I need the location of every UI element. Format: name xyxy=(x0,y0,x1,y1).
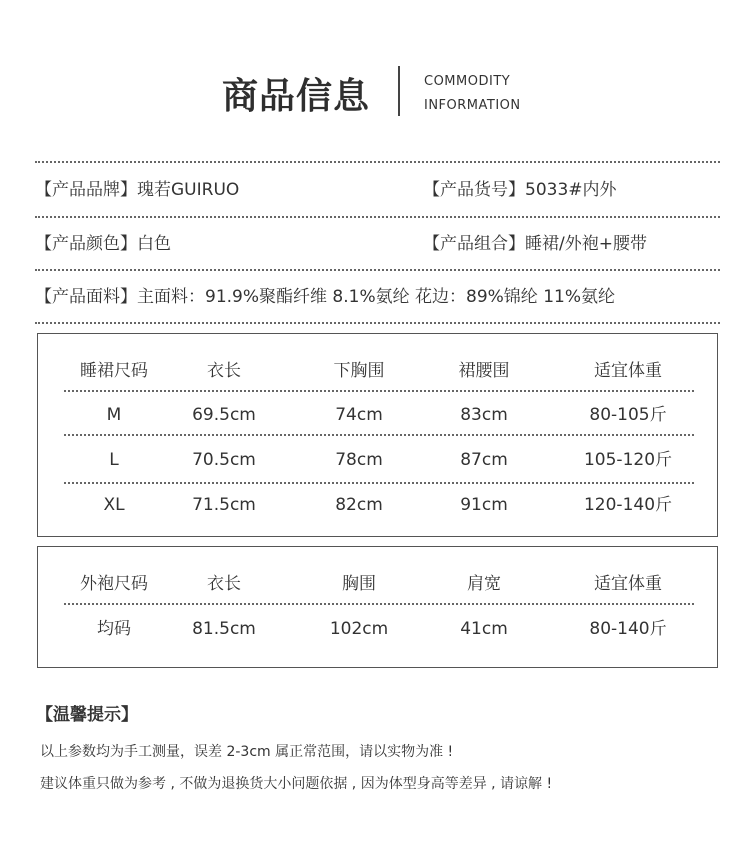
header-cell: 下胸围 xyxy=(333,361,385,381)
table-cell: 81.5cm xyxy=(192,619,256,639)
table-header-row xyxy=(64,349,694,393)
tips-line-2: 建议体重只做为参考 , 不做为退换货大小问题依据 , 因为体型身高等差异 , 请谅解 ! xyxy=(40,776,553,792)
color-value: 白色 xyxy=(137,234,171,254)
item-number-field xyxy=(423,164,617,216)
header-cell: 衣长 xyxy=(207,574,241,594)
table-cell: XL xyxy=(103,495,125,515)
table-cell: 均码 xyxy=(97,619,131,639)
brand-label: 【产品品牌】 xyxy=(35,180,137,200)
page-title: 商品信息 xyxy=(222,76,371,117)
info-row-color xyxy=(35,218,720,270)
divider xyxy=(35,322,720,324)
color-label: 【产品颜色】 xyxy=(35,234,137,254)
table-cell: 78cm xyxy=(335,450,383,470)
page-subtitle xyxy=(424,70,521,118)
header-cell: 适宜体重 xyxy=(594,361,662,381)
header-cell: 衣长 xyxy=(207,361,241,381)
table-row xyxy=(64,393,694,437)
tips-line-1: 以上参数均为手工测量，误差 2-3cm 属正常范围，请以实物为准 ! xyxy=(40,744,454,760)
table-row xyxy=(64,438,694,482)
header-cell: 胸围 xyxy=(342,574,376,594)
combination-field xyxy=(423,218,647,270)
page-header xyxy=(0,60,750,120)
table-cell: 91cm xyxy=(460,495,508,515)
table-header-row xyxy=(64,562,694,606)
header-cell: 睡裙尺码 xyxy=(80,361,148,381)
color-field xyxy=(35,218,171,270)
combination-value: 睡裙/外袍+腰带 xyxy=(525,234,647,254)
header-cell: 肩宽 xyxy=(467,574,501,594)
table-cell: 82cm xyxy=(335,495,383,515)
table-cell: 41cm xyxy=(460,619,508,639)
table-cell: 102cm xyxy=(329,619,389,639)
table-cell: 105-120斤 xyxy=(583,450,673,470)
table-cell: 80-105斤 xyxy=(589,405,667,425)
table-row xyxy=(64,607,694,651)
info-row-fabric xyxy=(35,271,720,323)
table-cell: 120-140斤 xyxy=(583,495,673,515)
subtitle-line-1: COMMODITY xyxy=(424,74,511,89)
item-number-value: 5033#内外 xyxy=(525,180,617,200)
info-row-brand xyxy=(35,164,720,216)
brand-field xyxy=(35,164,239,216)
header-cell: 裙腰围 xyxy=(458,361,510,381)
table-cell: 83cm xyxy=(460,405,508,425)
row-divider xyxy=(64,434,694,436)
fabric-field xyxy=(35,271,615,323)
table-cell: L xyxy=(109,450,119,470)
table-cell: 80-140斤 xyxy=(589,619,667,639)
robe-size-table xyxy=(37,546,718,668)
table-cell: 71.5cm xyxy=(192,495,256,515)
subtitle-line-2: INFORMATION xyxy=(424,98,521,113)
row-divider xyxy=(64,390,694,392)
title-divider xyxy=(398,66,400,116)
table-cell: 69.5cm xyxy=(192,405,256,425)
nightgown-size-table xyxy=(37,333,718,537)
table-row xyxy=(64,483,694,527)
table-cell: 70.5cm xyxy=(192,450,256,470)
table-cell: M xyxy=(106,405,122,425)
fabric-label: 【产品面料】 xyxy=(35,287,137,307)
header-cell: 适宜体重 xyxy=(594,574,662,594)
table-cell: 74cm xyxy=(335,405,383,425)
table-cell: 87cm xyxy=(460,450,508,470)
item-number-label: 【产品货号】 xyxy=(423,180,525,200)
combination-label: 【产品组合】 xyxy=(423,234,525,254)
row-divider xyxy=(64,603,694,605)
fabric-value: 主面料：91.9%聚酯纤维 8.1%氨纶 花边：89%锦纶 11%氨纶 xyxy=(137,287,615,307)
divider xyxy=(35,161,720,163)
header-cell: 外袍尺码 xyxy=(80,574,148,594)
brand-value: 瑰若GUIRUO xyxy=(137,180,240,200)
tips-title: 【温馨提示】 xyxy=(36,705,138,725)
